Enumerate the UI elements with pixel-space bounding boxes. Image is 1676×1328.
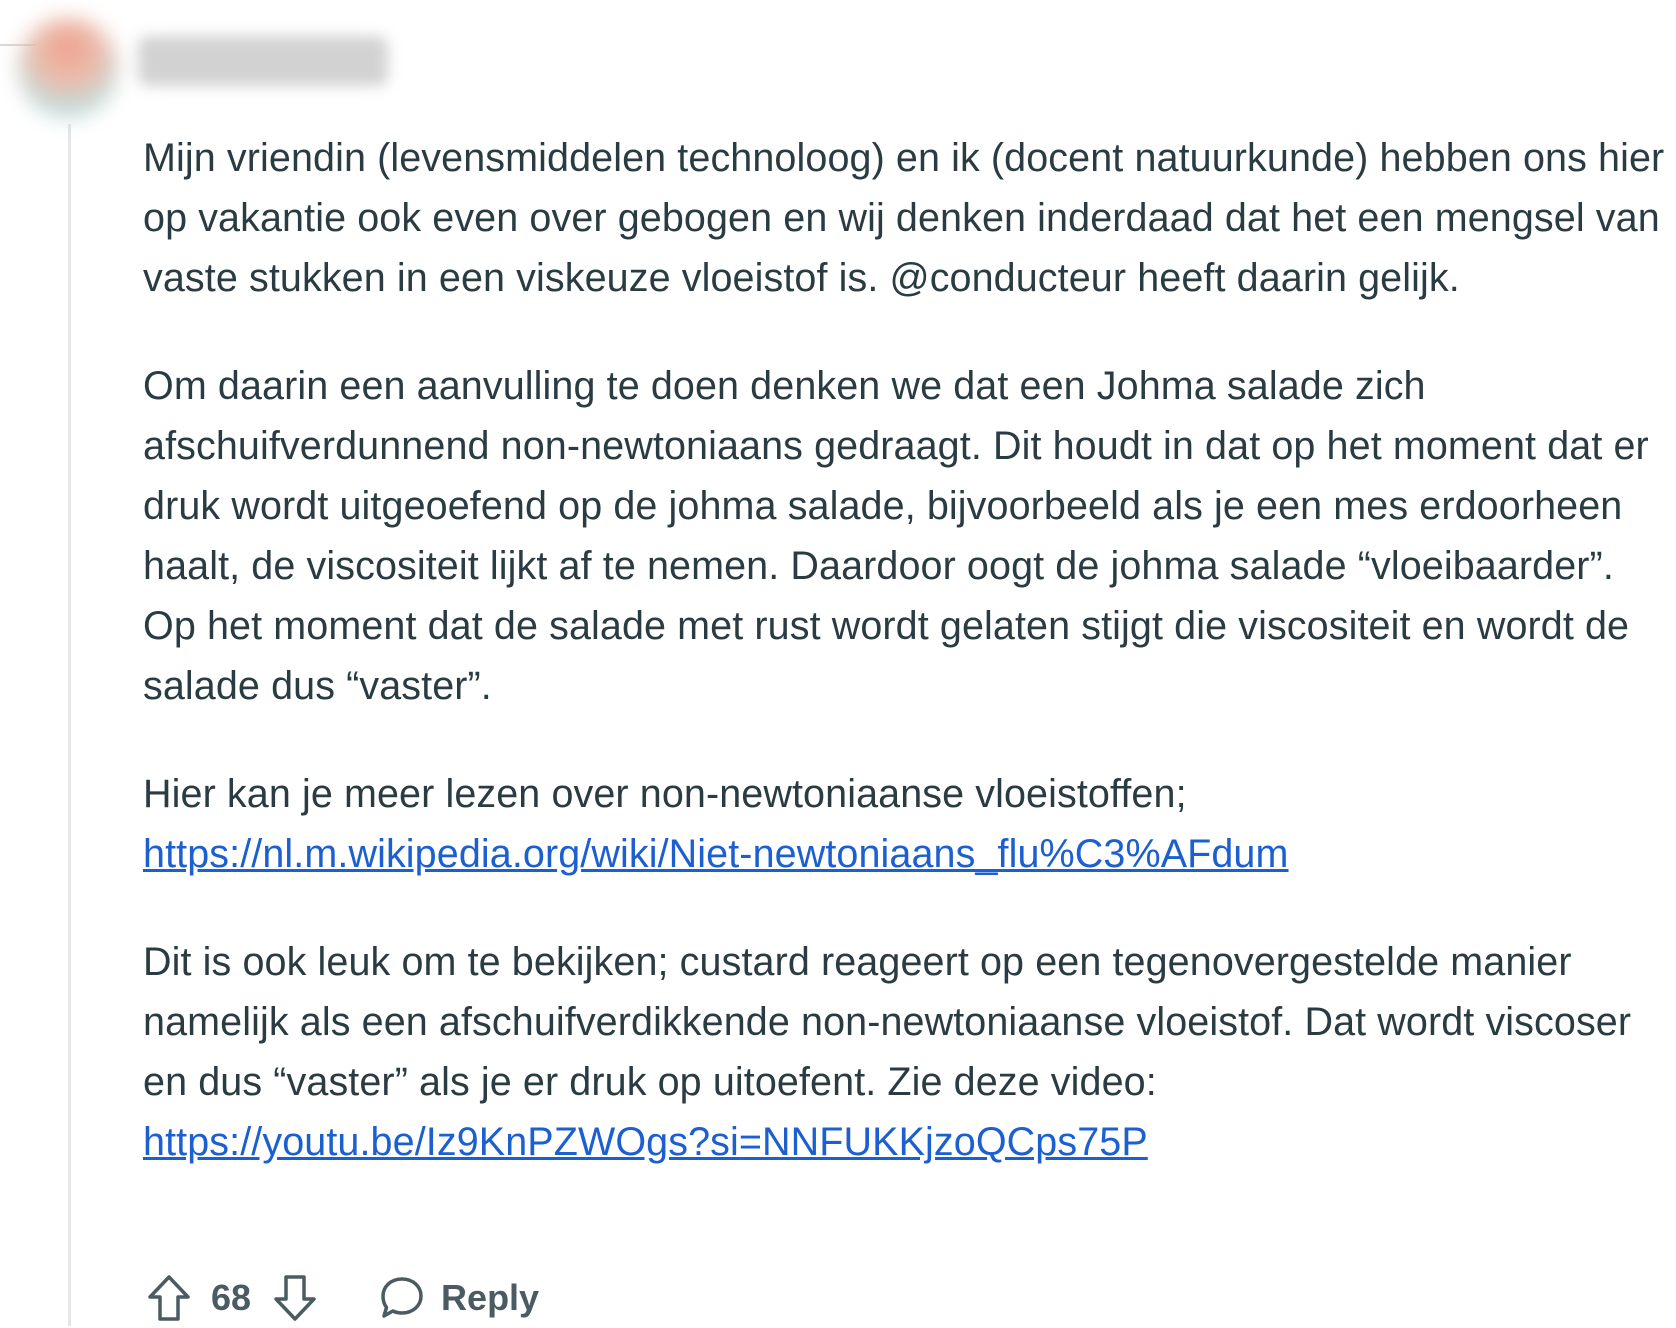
comment-paragraph-2 — [143, 356, 1668, 716]
author-name[interactable] — [138, 36, 388, 86]
paragraph-text: Hier kan je meer lezen over non-newtoniaanse vloeistoffen; — [143, 772, 1187, 816]
comment-actions — [143, 1268, 539, 1328]
comment-paragraph-1 — [143, 128, 1668, 308]
comment-paragraph-4 — [143, 932, 1668, 1172]
thread-line[interactable] — [68, 124, 71, 1326]
speech-bubble-icon — [379, 1275, 425, 1321]
youtube-link[interactable]: https://youtu.be/Iz9KnPZWOgs?si=NNFUKKjzoQCps75P — [143, 1120, 1148, 1164]
arrow-down-outline-icon — [273, 1274, 317, 1322]
vote-count: 68 — [211, 1277, 252, 1318]
upvote-button[interactable] — [143, 1272, 195, 1324]
arrow-up-outline-icon — [147, 1274, 191, 1322]
comment-body — [143, 128, 1668, 1220]
wikipedia-link[interactable]: https://nl.m.wikipedia.org/wiki/Niet-newtoniaans_flu%C3%AFdum — [143, 832, 1289, 876]
paragraph-text: Om daarin een aanvulling te doen denken we dat een Johma salade zich afschuifverdunnend non-newtoniaans gedraagt. Dit houdt in dat op het moment dat er druk wordt uitgeoefend op de johma salade, bijvoorbeeld als je een mes erdoorheen haalt, de viscositeit lijkt af te nemen. Daardoor oogt de johma salade “vloeibaarder”. Op het moment dat de salade met rust wordt gelaten stijgt die viscositeit en wordt de salade dus “vaster”. — [143, 364, 1649, 708]
avatar[interactable] — [18, 18, 118, 118]
reply-label: Reply — [441, 1277, 540, 1318]
reply-button[interactable] — [379, 1275, 539, 1321]
paragraph-text: Dit is ook leuk om te bekijken; custard reageert op een tegenovergestelde manier namelijk als een afschuifverdikkende non-newtoniaanse vloeistof. Dat wordt viscoser en dus “vaster” als je er druk op uitoefent. Zie deze video: — [143, 940, 1632, 1104]
comment-paragraph-3 — [143, 764, 1668, 884]
downvote-button[interactable] — [269, 1272, 321, 1324]
paragraph-text: Mijn vriendin (levensmiddelen technoloog) en ik (docent natuurkunde) hebben ons hier op vakantie ook even over gebogen en wij denken inderdaad dat het een mengsel van vaste stukken in een viskeuze vloeistof is. @conducteur heeft daarin gelijk. — [143, 136, 1665, 300]
